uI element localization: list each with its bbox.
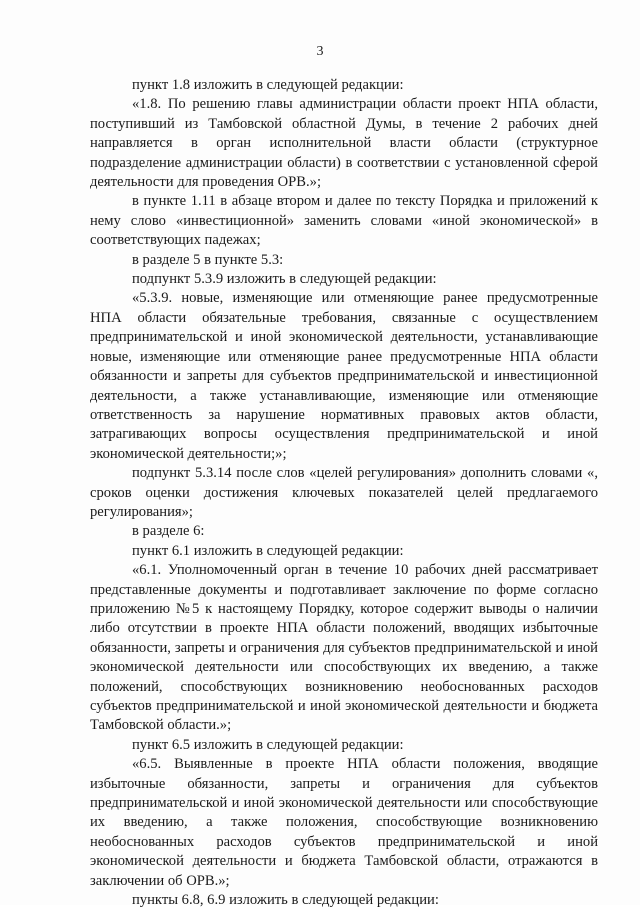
paragraph-9: пункт 6.1 изложить в следующей редакции: (132, 542, 404, 559)
paragraph-11: пункт 6.5 изложить в следующей редакции: (132, 736, 404, 753)
paragraph-5: подпункт 5.3.9 изложить в следующей редакции: (132, 271, 437, 288)
paragraph-10: «6.1. Уполномоченный орган в течение 10 рабочих дней рассматривает представленные документы и подготавливает заключение по форме согласно приложению №5 к настоящему Порядку, которое содержит выводы о наличии либо отсутствии в проекте НПА области положений, вводящих избыточные обязанности, запреты и ограничения для субъектов предпринимательской и иной экономической деятельности или способствующих их введению, а также положений, способствующих возникновению необоснованных расходов субъектов предпринимательской и иной экономической деятельности и бюджета Тамбовской области.»; (90, 562, 598, 734)
paragraph-13: пункты 6.8, 6.9 изложить в следующей редакции: (132, 892, 439, 909)
paragraph-3: в пункте 1.11 в абзаце втором и далее по тексту Порядка и приложений к нему слово «инвестиционной» заменить словами «иной экономической» в соответствующих падежах; (90, 193, 598, 249)
document-body (90, 76, 598, 910)
page-number: 3 (316, 44, 324, 59)
paragraph-2: «1.8. По решению главы администрации области проект НПА области, поступивший из Тамбовской областной Думы, в течение 2 рабочих дней направляется в орган исполнительной власти области (структурное подразделение администрации области) в соответствии с установленной сферой деятельности для проведения ОРВ.»; (90, 96, 598, 191)
paragraph-6: «5.3.9. новые, изменяющие или отменяющие ранее предусмотренные НПА области обязательные требования, связанные с осуществлением предпринимательской и иной экономической деятельности, устанавливающие новые, изменяющие или отменяющие ранее предусмотренные НПА области обязанности и запреты для субъектов предпринимательской и инвестиционной деятельности, а также устанавливающие, изменяющие или отменяющие ответственность за нарушение нормативных правовых актов области, затрагивающих вопросы осуществления предпринимательской и иной экономической деятельности;»; (90, 290, 598, 462)
paragraph-4: в разделе 5 в пункте 5.3: (132, 251, 284, 268)
paragraph-1: пункт 1.8 изложить в следующей редакции: (132, 77, 404, 93)
paragraph-7: подпункт 5.3.14 после слов «целей регулирования» дополнить словами «, сроков оценки достижения ключевых показателей целей предлагаемого регулирования»; (90, 465, 598, 520)
paragraph-12: «6.5. Выявленные в проекте НПА области положения, вводящие избыточные обязанности, запреты и ограничения для субъектов предпринимательской и иной экономической деятельности или способствующие их введению, а также положения, способствующие возникновению необоснованных расходов субъектов предпринимательской и иной экономической деятельности и бюджета Тамбовской области, отражаются в заключении об ОРВ.»; (90, 756, 598, 889)
paragraph-8: в разделе 6: (132, 523, 205, 540)
